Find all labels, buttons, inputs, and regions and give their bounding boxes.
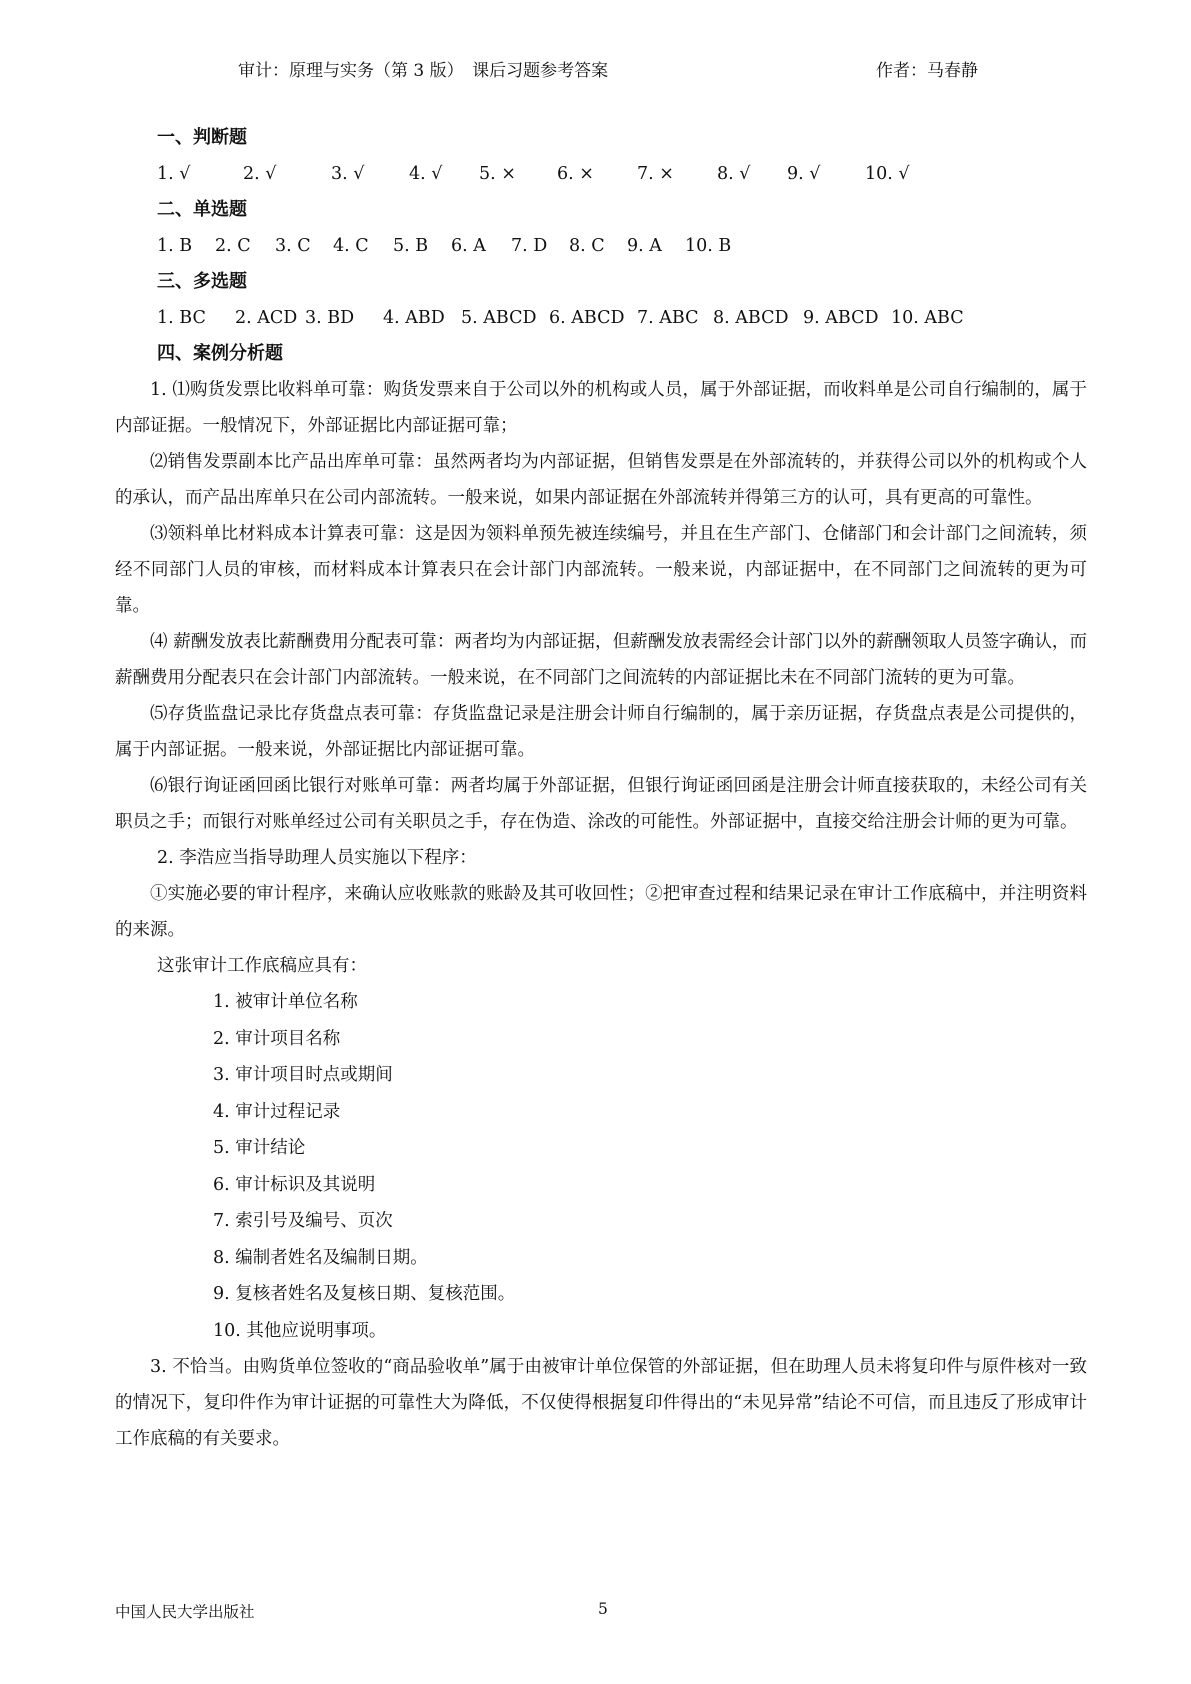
workpaper-elements-list	[115, 984, 1087, 1349]
case-paragraph: ⑶领料单比材料成本计算表可靠：这是因为领料单预先被连续编号，并且在生产部门、仓储部门和会计部门之间流转，须经不同部门人员的审核，而材料成本计算表只在会计部门内部流转。一般来说，内部证据中，在不同部门之间流转的更为可靠。	[115, 524, 1087, 616]
answer-item: 2. ACD	[235, 308, 298, 328]
answer-item: 8. ABCD	[713, 308, 789, 328]
q2-steps: ①实施必要的审计程序，来确认应收账款的账龄及其可收回性；②把审查过程和结果记录在审计工作底稿中，并注明资料的来源。	[115, 884, 1087, 940]
answer-item: 7. D	[511, 236, 548, 256]
answer-item: 5. B	[393, 236, 429, 256]
list-item: 1. 被审计单位名称	[213, 992, 358, 1012]
answer-item: 2. C	[215, 236, 251, 256]
answer-item: 5. ×	[479, 164, 516, 184]
book-title: 审计：原理与实务（第 3 版） 课后习题参考答案	[238, 61, 609, 81]
page-footer	[115, 1600, 1087, 1626]
answer-item: 6. A	[451, 236, 486, 256]
answer-item: 1. √	[157, 164, 191, 184]
list-item: 8. 编制者姓名及编制日期。	[213, 1247, 428, 1268]
answer-item: 10. B	[685, 236, 732, 256]
publisher-name: 中国人民大学出版社	[115, 1603, 255, 1621]
page-header	[238, 56, 978, 86]
answer-item: 1. BC	[157, 308, 206, 328]
answer-item: 3. BD	[305, 308, 355, 328]
list-item: 7. 索引号及编号、页次	[213, 1211, 393, 1231]
answer-item: 4. ABD	[383, 308, 445, 328]
q2-list-intro: 这张审计工作底稿应具有：	[157, 956, 367, 976]
list-item: 9. 复核者姓名及复核日期、复核范围。	[213, 1284, 516, 1304]
section-title-judge: 一、判断题	[157, 127, 247, 148]
answer-item: 3. C	[275, 236, 311, 256]
list-item: 6. 审计标识及其说明	[213, 1174, 376, 1195]
case-paragraph: ⑷ 薪酬发放表比薪酬费用分配表可靠：两者均为内部证据，但薪酬发放表需经会计部门以外的薪酬领取人员签字确认，而薪酬费用分配表只在会计部门内部流转。一般来说，在不同部门之间流转的内部证据比未在不同部门流转的更为可靠。	[115, 632, 1087, 688]
case-paragraph: ⑹银行询证函回函比银行对账单可靠：两者均属于外部证据，但银行询证函回函是注册会计师直接获取的，未经公司有关职员之手；而银行对账单经过公司有关职员之手，存在伪造、涂改的可能性。外部证据中，直接交给注册会计师的更为可靠。	[115, 776, 1087, 832]
single-answers	[157, 228, 1087, 264]
section-title-multi: 三、多选题	[157, 271, 247, 292]
case-paragraph: ⑸存货监盘记录比存货盘点表可靠：存货监盘记录是注册会计师自行编制的，属于亲历证据，存货盘点表是公司提供的，属于内部证据。一般来说，外部证据比内部证据可靠。	[115, 704, 1087, 760]
list-item: 2. 审计项目名称	[213, 1028, 341, 1049]
q2-intro: 2. 李浩应当指导助理人员实施以下程序：	[157, 848, 477, 868]
answer-item: 4. C	[333, 236, 369, 256]
list-item: 3. 审计项目时点或期间	[213, 1065, 393, 1085]
answer-item: 2. √	[243, 164, 277, 184]
list-item: 4. 审计过程记录	[213, 1101, 341, 1122]
answer-item: 4. √	[409, 164, 443, 184]
answer-item: 10. √	[865, 164, 910, 184]
answer-item: 5. ABCD	[461, 308, 537, 328]
answer-item: 6. ×	[557, 164, 594, 184]
section-title-single: 二、单选题	[157, 199, 247, 220]
answer-item: 10. ABC	[891, 308, 964, 328]
judge-answers	[157, 156, 1087, 192]
author-name: 作者：马春静	[876, 61, 978, 81]
answer-content	[115, 120, 1087, 1457]
list-item: 5. 审计结论	[213, 1138, 306, 1158]
multi-answers	[157, 300, 1087, 336]
page-number: 5	[598, 1600, 608, 1618]
answer-item: 6. ABCD	[549, 308, 625, 328]
section-title-case: 四、案例分析题	[157, 343, 283, 364]
answer-item: 9. A	[627, 236, 662, 256]
list-item: 10. 其他应说明事项。	[213, 1320, 387, 1341]
answer-item: 7. ×	[637, 164, 674, 184]
answer-item: 9. ABCD	[803, 308, 879, 328]
answer-item: 8. C	[569, 236, 605, 256]
q3-answer: 3. 不恰当。由购货单位签收的“商品验收单”属于由被审计单位保管的外部证据，但在助理人员未将复印件与原件核对一致的情况下，复印件作为审计证据的可靠性大为降低，不仅使得根据复印件得出的“未见异常”结论不可信，而且违反了形成审计工作底稿的有关要求。	[115, 1357, 1087, 1449]
answer-item: 8. √	[717, 164, 751, 184]
answer-item: 7. ABC	[637, 308, 699, 328]
case-paragraph: ⑵销售发票副本比产品出库单可靠：虽然两者均为内部证据，但销售发票是在外部流转的，并获得公司以外的机构或个人的承认，而产品出库单只在公司内部流转。一般来说，如果内部证据在外部流转并得第三方的认可，具有更高的可靠性。	[115, 452, 1087, 508]
answer-item: 9. √	[787, 164, 821, 184]
case-paragraph: 1. ⑴购货发票比收料单可靠：购货发票来自于公司以外的机构或人员，属于外部证据，而收料单是公司自行编制的，属于内部证据。一般情况下，外部证据比内部证据可靠；	[115, 380, 1087, 436]
answer-item: 1. B	[157, 236, 193, 256]
answer-item: 3. √	[331, 164, 365, 184]
